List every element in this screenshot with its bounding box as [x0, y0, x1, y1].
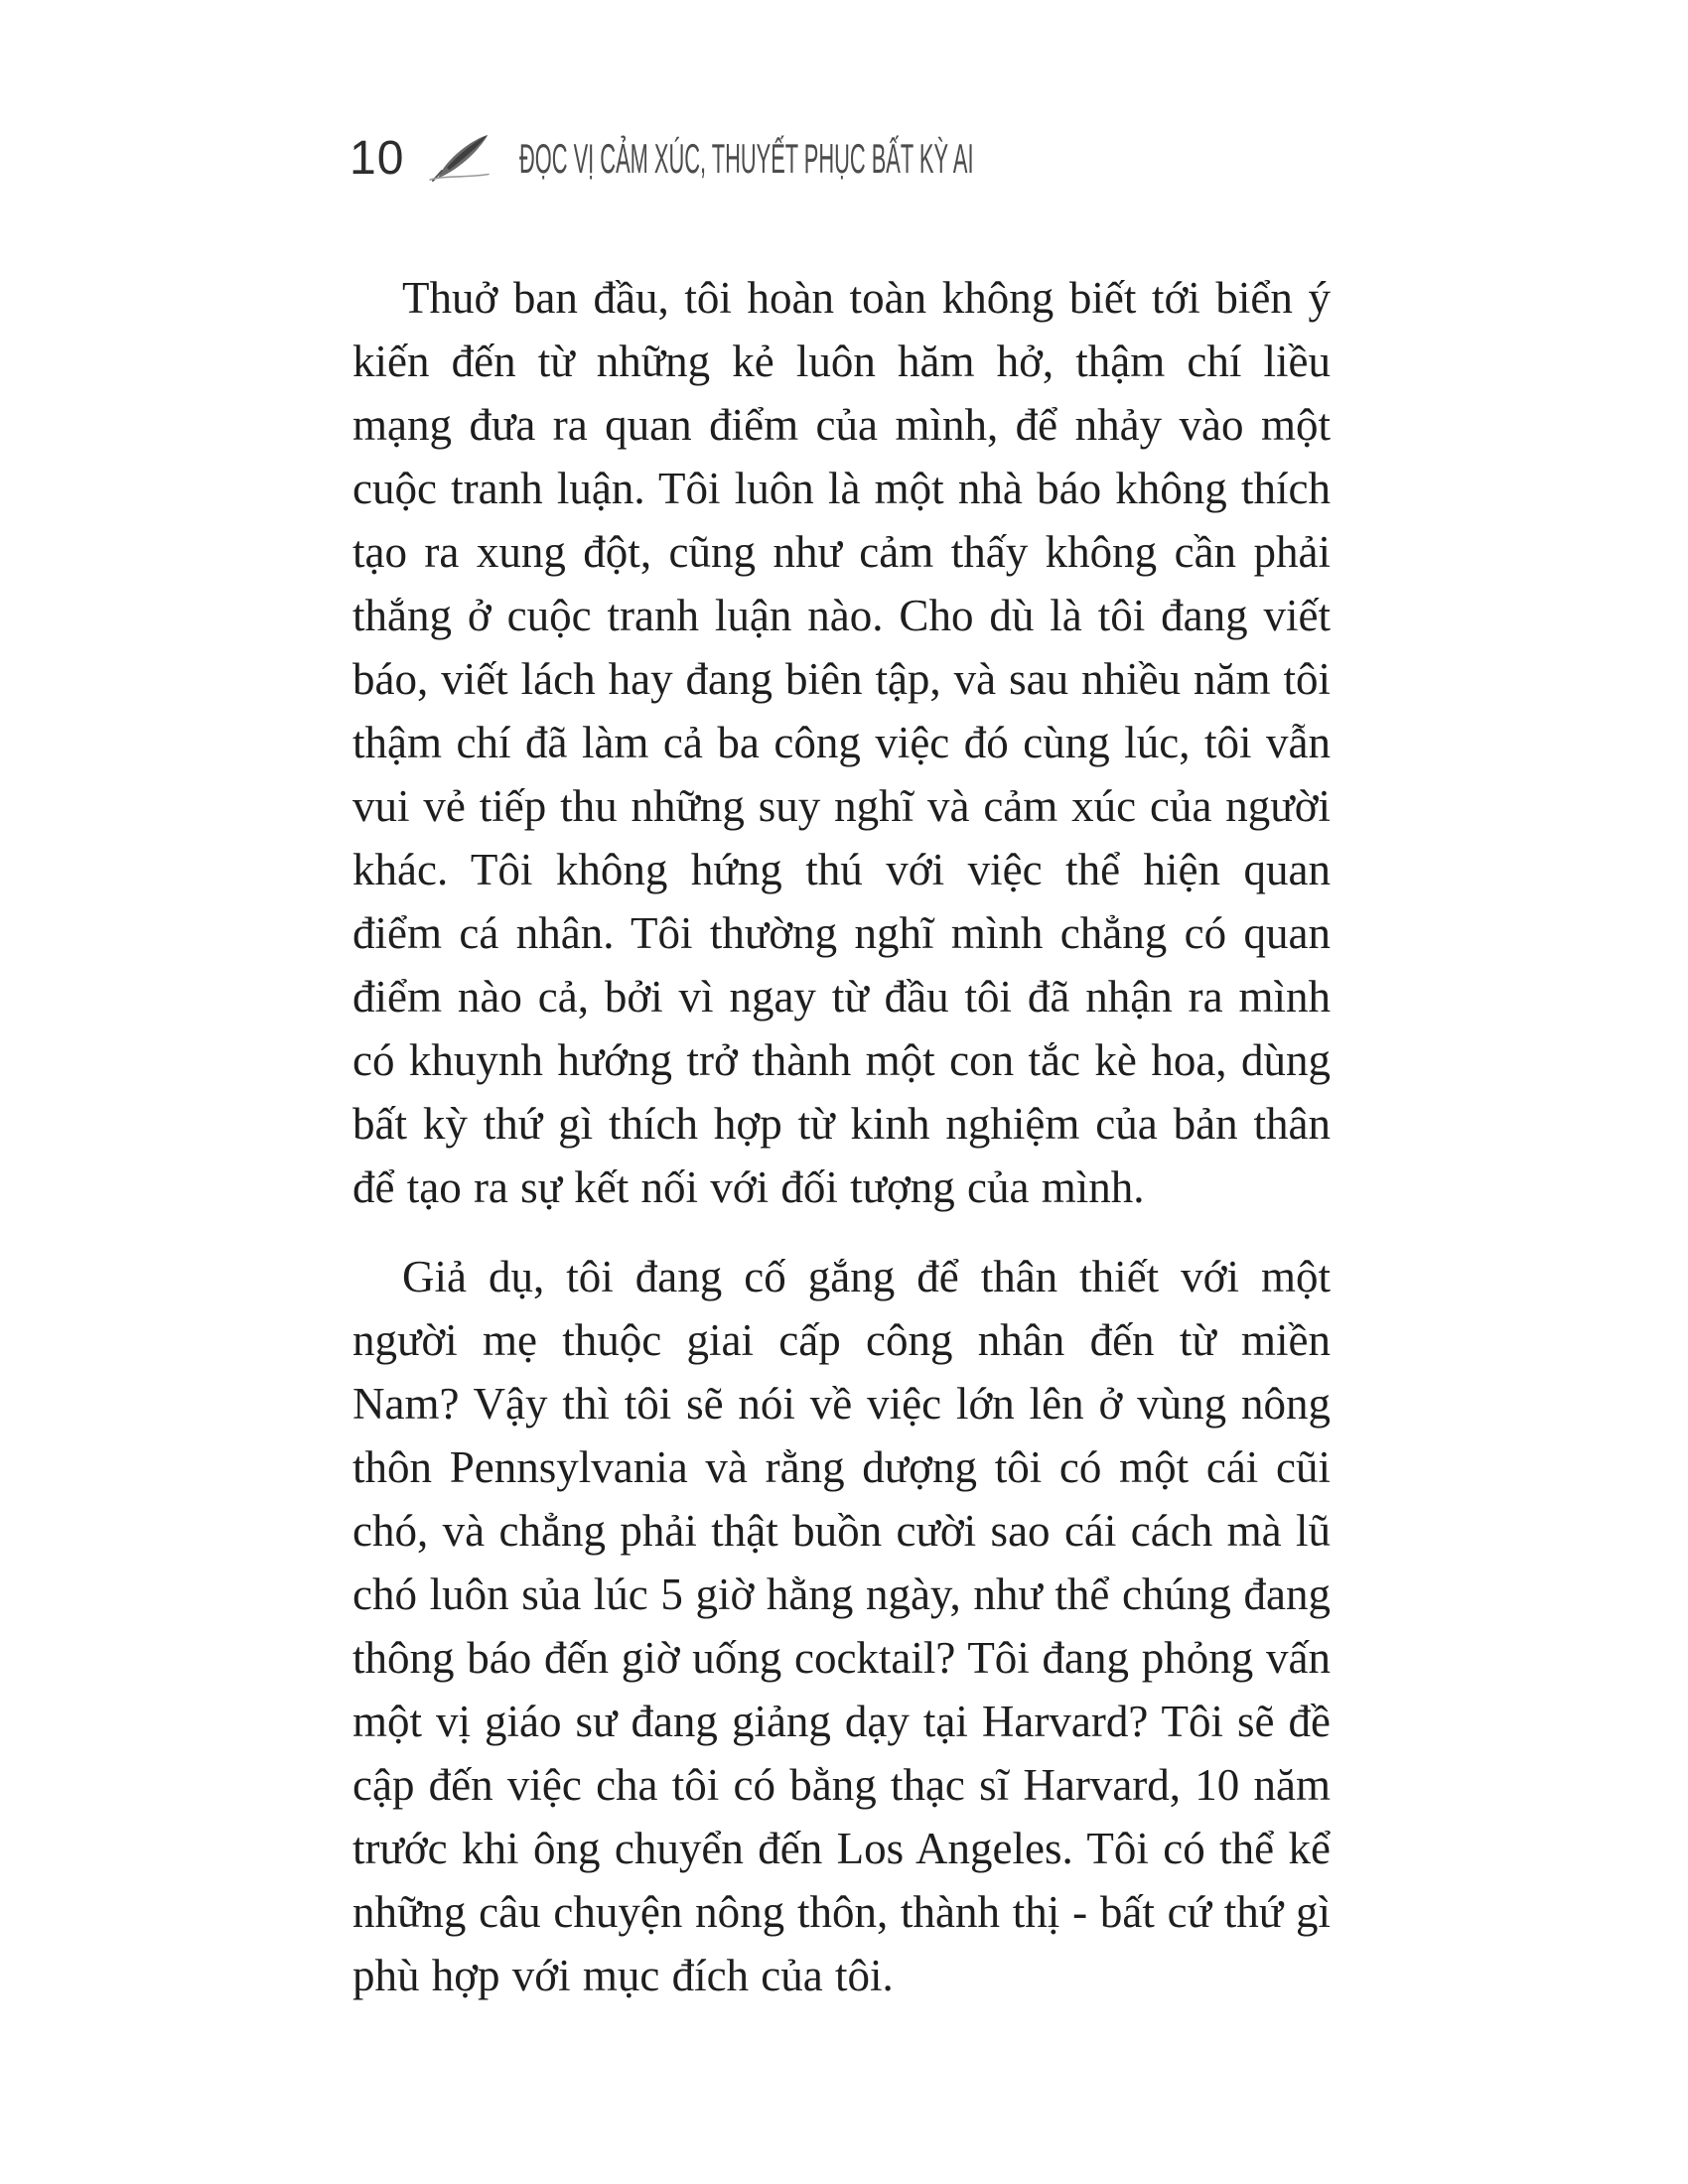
- paragraph-2: Giả dụ, tôi đang cố gắng để thân thiết với một người mẹ thuộc giai cấp công nhân đến từ miền Nam? Vậy thì tôi sẽ nói về việc lớn lên ở vùng nông thôn Pennsylvania và rằng dượng tôi có một cái cũi chó, và chẳng phải thật buồn cười sao cái cách mà lũ chó luôn sủa lúc 5 giờ hằng ngày, như thể chúng đang thông báo đến giờ uống cocktail? Tôi đang phỏng vấn một vị giáo sư đang giảng dạy tại Harvard? Tôi sẽ đề cập đến việc cha tôi có bằng thạc sĩ Harvard, 10 năm trước khi ông chuyển đến Los Angeles. Tôi có thể kể những câu chuyện nông thôn, thành thị - bất cứ thứ gì phù hợp với mục đích của tôi.: [352, 1252, 1331, 2000]
- running-head: [350, 131, 1393, 187]
- paragraph-1: Thuở ban đầu, tôi hoàn toàn không biết tới biển ý kiến đến từ những kẻ luôn hăm hở, thậm chí liều mạng đưa ra quan điểm của mình, để nhảy vào một cuộc tranh luận. Tôi luôn là một nhà báo không thích tạo ra xung đột, cũng như cảm thấy không cần phải thắng ở cuộc tranh luận nào. Cho dù là tôi đang viết báo, viết lách hay đang biên tập, và sau nhiều năm tôi thậm chí đã làm cả ba công việc đó cùng lúc, tôi vẫn vui vẻ tiếp thu những suy nghĩ và cảm xúc của người khác. Tôi không hứng thú với việc thể hiện quan điểm cá nhân. Tôi thường nghĩ mình chẳng có quan điểm nào cả, bởi vì ngay từ đầu tôi đã nhận ra mình có khuynh hướng trở thành một con tắc kè hoa, dùng bất kỳ thứ gì thích hợp từ kinh nghiệm của bản thân để tạo ra sự kết nối với đối tượng của mình.: [352, 273, 1331, 1212]
- running-head-title: ĐỌC VỊ CẢM XÚC, THUYẾT PHỤC BẤT KỲ AI: [519, 135, 974, 182]
- page-body: [352, 266, 1331, 2033]
- quill-icon: [426, 133, 492, 185]
- page-number: 10: [350, 132, 405, 185]
